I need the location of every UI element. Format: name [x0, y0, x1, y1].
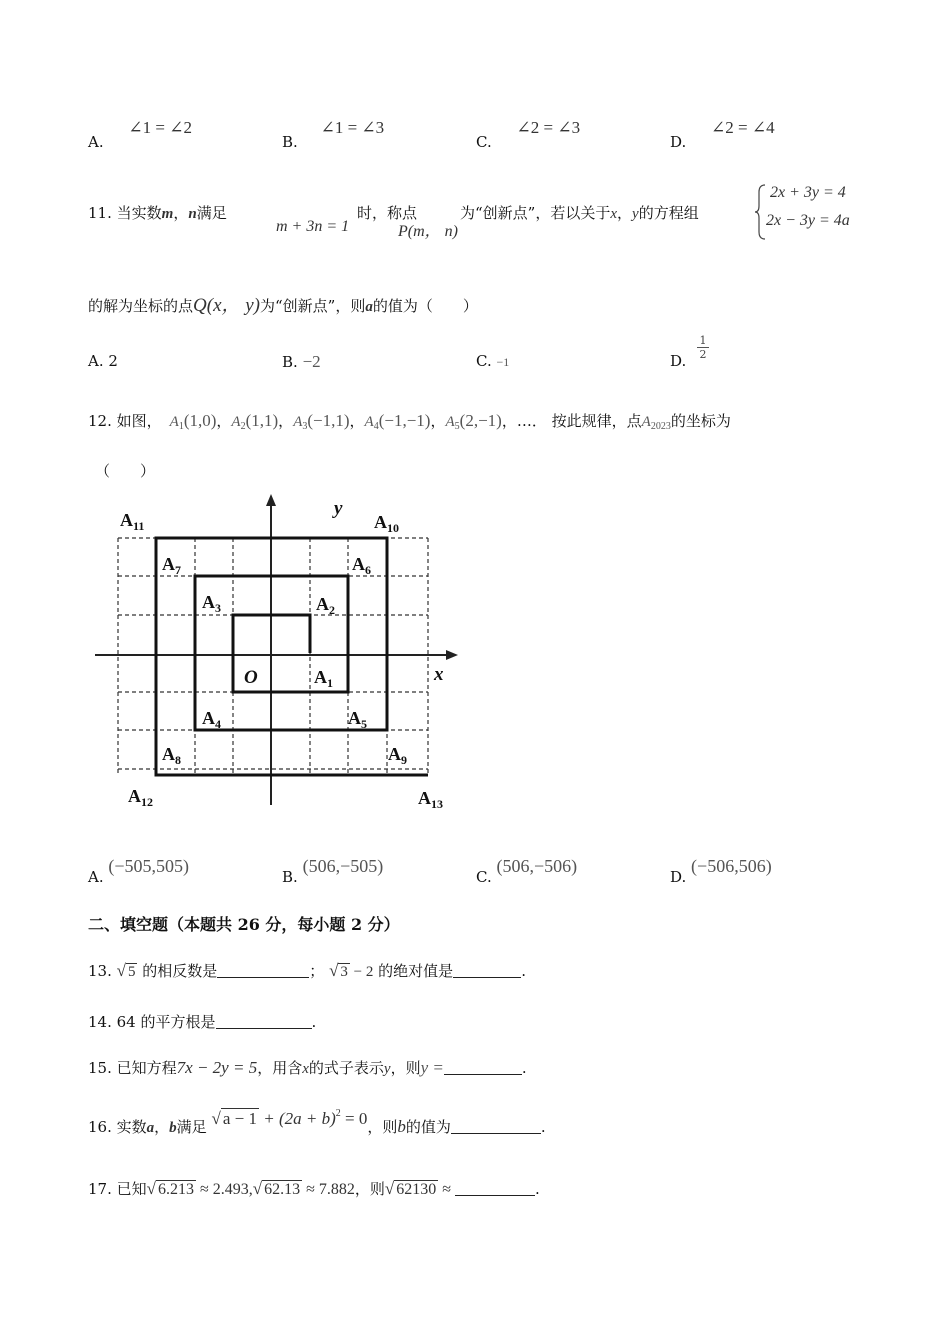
text: 如图， [116, 412, 162, 430]
question-number: 17. [88, 1180, 112, 1198]
axis-label-x: x [434, 664, 444, 685]
q11-line2 [88, 290, 478, 317]
option-expr: −1 [496, 355, 510, 369]
sep: ， [216, 412, 232, 430]
sqrt-62130: √ 62130 ≈ [384, 1179, 456, 1198]
option-label: C. [476, 868, 492, 886]
q10-option-a[interactable] [88, 118, 192, 152]
text: ，则 [367, 1118, 398, 1136]
sep: ， [349, 412, 365, 430]
equation: √ $a - 1 + (2a + b)^2 = 0$ [211, 1108, 368, 1128]
option-label: B. [282, 868, 298, 886]
text: 已知方程 [116, 1059, 177, 1077]
text: 的方程组 [638, 204, 699, 222]
var-b: b [397, 1117, 406, 1136]
q11-point-p: P(m， n) [398, 223, 458, 240]
q15 [88, 1057, 527, 1078]
answer-blank[interactable] [444, 1060, 522, 1075]
period: . [521, 1059, 527, 1077]
point-a5: $A_5(2,-1)$ [445, 411, 502, 432]
q10-option-d[interactable] [670, 118, 775, 152]
label-a12: $A_{12}$ [128, 786, 153, 809]
var-m: m [161, 206, 174, 222]
point-a4: $A_4(-1,-1)$ [364, 411, 431, 432]
answer-blank[interactable] [216, 1014, 312, 1029]
option-label: D. [670, 133, 687, 151]
label-a13: $A_{13}$ [418, 788, 443, 811]
var-n: n [188, 206, 197, 222]
numerator: 1 [699, 334, 707, 347]
option-expr: (506,−506) [496, 856, 578, 876]
option-expr: (−506,506) [691, 856, 772, 876]
q11-option-d[interactable] [670, 352, 686, 370]
option-label: B. [282, 133, 298, 151]
equation: 7x − 2y = 5 [176, 1058, 258, 1077]
option-label: D. [670, 868, 687, 886]
option-expr: 2 [108, 352, 118, 370]
text: 的值为（ ） [372, 297, 478, 315]
text: ，用含 [257, 1059, 303, 1077]
q12-line1 [88, 410, 731, 432]
option-label: C. [476, 133, 492, 151]
var-y: y [383, 1061, 391, 1077]
option-label: A. [88, 352, 104, 370]
q13 [88, 960, 526, 981]
text: 的相反数是 [142, 962, 218, 980]
answer-blank[interactable] [451, 1119, 541, 1134]
axis-label-y: y [334, 498, 343, 519]
q14 [88, 1011, 316, 1032]
period: . [311, 1013, 317, 1031]
option-expr: −2 [302, 352, 321, 371]
question-number: 13. [88, 962, 112, 980]
y-equals: y = [420, 1058, 444, 1077]
vertex-labels [120, 510, 443, 811]
fraction-one-half [697, 334, 709, 361]
label-a10: $A_{10}$ [374, 512, 399, 535]
text: 实数 [116, 1118, 147, 1136]
q11-option-a[interactable] [88, 352, 118, 370]
question-number: 15. [88, 1059, 112, 1077]
equation-1: 2x + 3y = 4 [770, 184, 846, 201]
q12-option-b[interactable] [282, 856, 384, 887]
q11-equation-system [754, 182, 864, 240]
ellipsis: …． [516, 412, 547, 430]
period: . [535, 1180, 540, 1198]
q11-text-when: 时，称点 [357, 204, 418, 222]
label-a5: $A_5$ [348, 708, 367, 731]
sqrt-6213: √ 6.213 ≈ 2.493,√ 62.13 ≈ 7.882 [146, 1179, 355, 1198]
q10-option-c[interactable] [476, 118, 581, 152]
label-a11: $A_{11}$ [120, 510, 145, 533]
option-expr: (506,−505) [302, 856, 384, 876]
var-a: a [365, 299, 373, 315]
q12-option-a[interactable] [88, 856, 190, 887]
point-a3: $A_3(-1,1)$ [293, 411, 350, 432]
q11-option-b[interactable] [282, 352, 321, 372]
spiral-path [156, 538, 428, 775]
q12-option-c[interactable] [476, 856, 578, 887]
q11-line1-tail: 为“创新点”，若以关于x，y的方程组 [460, 204, 699, 222]
text: 64 的平方根是 [116, 1013, 216, 1031]
question-number: 14. [88, 1013, 112, 1031]
var-x: x [610, 206, 618, 222]
label-a9: $A_9$ [388, 744, 407, 767]
option-label: A. [88, 133, 104, 151]
label-a8: $A_8$ [162, 744, 181, 767]
point-q: Q(x， y) [193, 295, 261, 316]
question-number: 16. [88, 1118, 112, 1136]
q11-option-c[interactable] [476, 352, 509, 370]
period: . [521, 962, 526, 980]
var-y: y [632, 206, 639, 222]
q12-paren: （ ） [95, 462, 156, 480]
q10-option-b[interactable] [282, 118, 385, 152]
text: 满足 [176, 1118, 207, 1136]
point-a2: $A_2(1,1)$ [231, 411, 279, 432]
text: ， [154, 1118, 170, 1136]
option-expr: ∠2 = ∠4 [711, 118, 775, 137]
sqrt-5: √ 5 [116, 961, 136, 980]
q11-condition: m + 3n = 1 [276, 218, 350, 235]
question-number: 11. [88, 204, 112, 222]
denominator: 2 [697, 347, 709, 361]
text: 满足 [196, 204, 227, 222]
sep: ， [501, 412, 517, 430]
text: 为“创新点”，则 [260, 297, 366, 315]
section-title: 二、填空题（本题共 26 分，每小题 2 分） [88, 915, 400, 934]
text: ； [309, 962, 325, 980]
option-expr: (−505,505) [108, 856, 190, 876]
label-a6: $A_6$ [352, 554, 371, 577]
var-x: x [302, 1061, 309, 1077]
sep: ， [278, 412, 294, 430]
answer-blank[interactable] [217, 963, 309, 978]
text: 的解为坐标的点 [88, 297, 194, 315]
option-expr: ∠2 = ∠3 [516, 118, 581, 137]
equation-2: 2x − 3y = 4a [766, 212, 850, 229]
text: 的值为 [405, 1118, 451, 1136]
option-label: A. [88, 868, 104, 886]
text: 为“创新点”，若以关于 [460, 204, 611, 222]
text: 按此规律，点 [551, 412, 642, 430]
origin-label: O [244, 667, 258, 688]
label-a3: $A_3$ [202, 592, 221, 615]
point-a1: $A_1(1,0)$ [169, 411, 217, 432]
y-axis-arrow-icon [266, 494, 276, 506]
x-axis-arrow-icon [446, 650, 458, 660]
var-a: a [146, 1120, 155, 1136]
period: . [540, 1118, 546, 1136]
option-expr: ∠1 = ∠3 [320, 118, 385, 137]
sqrt-3-minus-2: √ 3 − 2 [329, 961, 374, 980]
text: ，则 [354, 1180, 385, 1198]
text: 已知 [116, 1180, 147, 1198]
label-a2: $A_2$ [316, 594, 335, 617]
text: ， [173, 204, 189, 222]
label-a4: $A_4$ [202, 708, 221, 731]
question-number: 12. [88, 412, 112, 430]
label-a1: $A_1$ [314, 667, 333, 690]
answer-blank[interactable] [455, 1181, 535, 1196]
var-b: b [169, 1120, 177, 1136]
q17 [88, 1178, 540, 1199]
text: 的坐标为 [670, 412, 731, 430]
label-a7: $A_7$ [162, 554, 181, 577]
option-expr: ∠1 = ∠2 [128, 118, 192, 137]
q16 [88, 1108, 546, 1137]
text: 的绝对值是 [378, 962, 454, 980]
option-label: C. [476, 352, 492, 370]
q11-line1 [88, 202, 227, 223]
point-a2023: $A_{2023}$ [641, 414, 671, 432]
text: 当实数 [116, 204, 162, 222]
option-label: D. [670, 352, 687, 370]
answer-blank[interactable] [453, 963, 521, 978]
spiral-figure [92, 490, 472, 820]
option-label: B. [282, 353, 298, 371]
text: ，则 [390, 1059, 421, 1077]
q12-option-d[interactable] [670, 856, 772, 887]
text: 的式子表示 [308, 1059, 384, 1077]
sep: ， [430, 412, 446, 430]
